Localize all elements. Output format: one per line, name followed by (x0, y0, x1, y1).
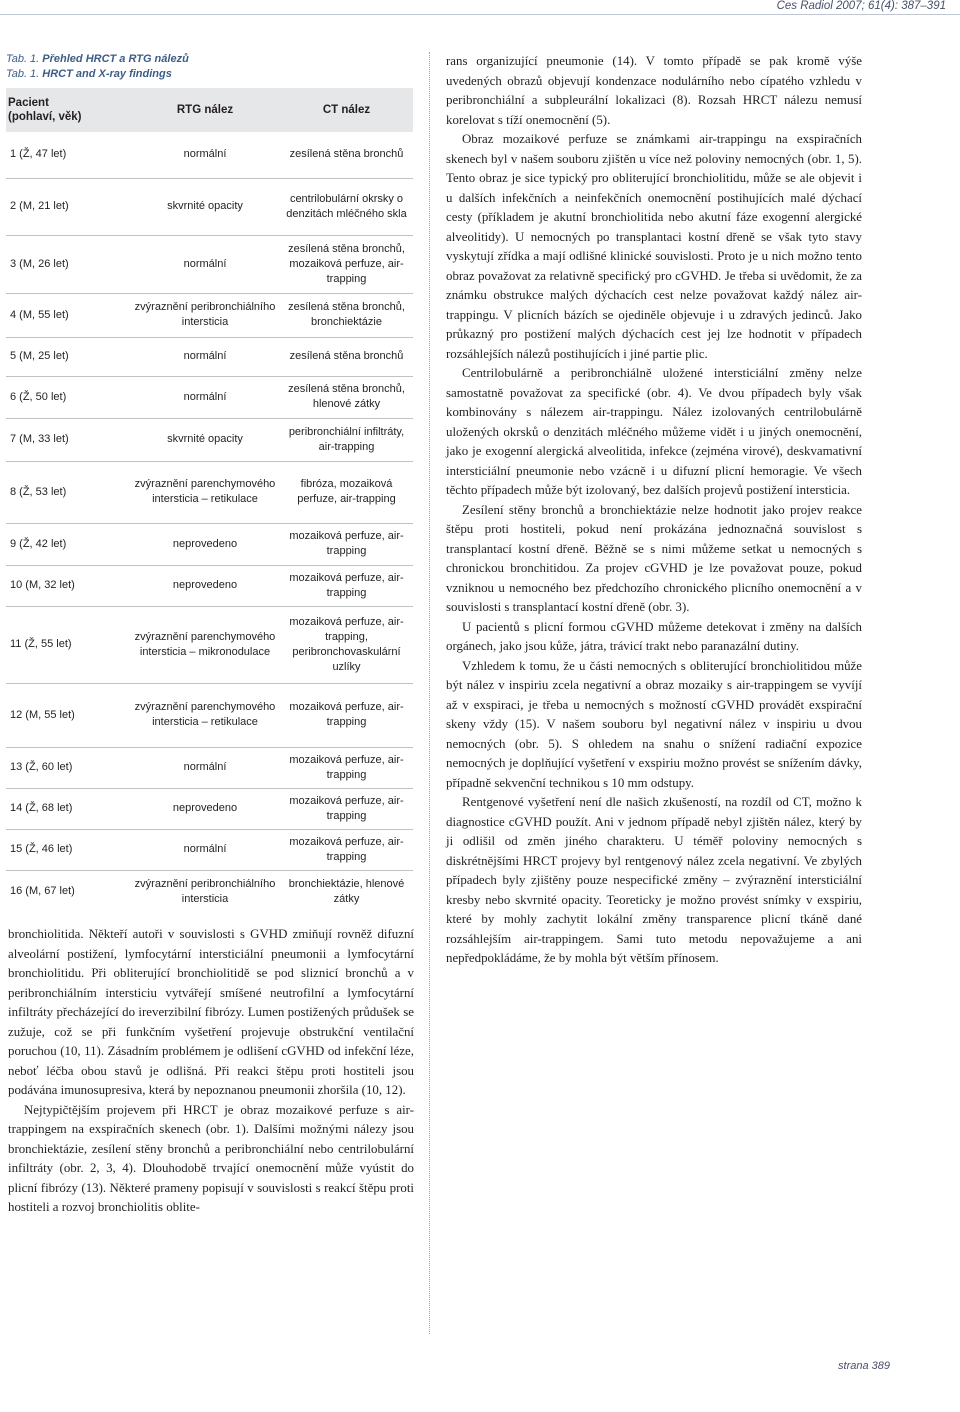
caption-en-prefix: Tab. 1. (6, 68, 40, 80)
cell-rtg: neprovedeno (130, 788, 280, 829)
cell-ct: zesílená stěna bronchů, hlenové zátky (280, 376, 413, 418)
cell-patient: 4 (M, 55 let) (6, 293, 130, 337)
cell-ct: mozaiková perfuze, air-trapping (280, 747, 413, 788)
left-text-column (8, 925, 414, 1218)
paragraph: Vzhledem k tomu, že u části nemocných s obliterující bronchiolitidou může být nález v inspiriu zcela negativní a obraz mozaiky s air-trappingem se vyvíjí až v exspiraci, je třeba u nemocných s možností cGVHD provádět exspirační skeny vždy (15). V našem souboru byl negativní nález v inspiriu u dvou nemocných (obr. 5). S ohledem na snahu o snížení radiační expozice nemocných je doplňující vyšetření v exspiriu možno provést se snížením dávky, případně sekvenční technikou s 10 mm odstupy. (446, 658, 862, 790)
cell-rtg: normální (130, 337, 280, 376)
cell-patient: 7 (M, 33 let) (6, 418, 130, 461)
table-row (6, 235, 413, 293)
paragraph: Obraz mozaikové perfuze se známkami air-trappingu na exspiračních skenech byl v našem souboru zjištěn u více než poloviny nemocných (obr. 1, 5). Tento obraz je sice typický pro obliterující bronchiolitidu, může se ale objevit i u dalších infekčních a neinfekčních onemocnění postihujících malé dýchací cesty (příkladem je akutní bronchiolitida nebo akutní fáze exogenní alergické alveolitidy). U nemocných po transplantaci kostní dřeně se však tyto stavy vyskytují zřídka a mají odlišné klinické souvislosti. Proto je u nich možno tento obraz považovat za relativně specifický pro cGVHD. Je třeba si uvědomit, že za známku obstrukce malých dýchacích cest nelze považovat každý nález air-trappingu. V plicních bázích se ojediněle objevuje i u zdravých jedinců. Jako průkazný pro postižení malých dýchacích cest jej lze hodnotit v případech rozsáhlejších nálezů postihujících i jiné partie plic. (446, 132, 862, 361)
table-caption-cz (6, 53, 189, 65)
header-ct: CT nález (280, 88, 413, 132)
table-row (6, 523, 413, 565)
cell-rtg: normální (130, 747, 280, 788)
header-patient-line1: Pacient (8, 97, 49, 109)
cell-patient: 3 (M, 26 let) (6, 235, 130, 293)
table-row (6, 293, 413, 337)
paragraph: Centrilobulárně a peribronchiálně uložené intersticiální změny nelze samostatně považovat za specifické (obr. 4). Ve dvou případech byly však kombinovány s nálezem air-trappingu. Nález izolovaných centrilobulárně uložených okrsků o denzitách mléčného můžeme vidět i u jiných onemocnění, jako je exogenní alergická alveolitida, infekce (zejména virové), deskvamativní intersticiální pneumonie nebo vzácně i u difuzní plicní hemoragie. Ve všech těchto případech může být izolovaný, bez dalších projevů postižení intersticia. (446, 366, 862, 497)
table-row (6, 461, 413, 523)
cell-ct: zesílená stěna bronchů (280, 132, 413, 178)
cell-rtg: zvýraznění parenchymového intersticia – mikronodulace (130, 606, 280, 683)
cell-ct: bronchiektázie, hlenové zátky (288, 877, 405, 905)
cell-rtg: neprovedeno (130, 523, 280, 565)
cell-rtg: zvýraznění parenchymového intersticia – retikulace (130, 461, 280, 523)
cell-patient: 1 (Ž, 47 let) (6, 132, 130, 178)
cell-patient: 12 (M, 55 let) (6, 683, 130, 747)
header-rtg: RTG nález (130, 88, 280, 132)
cell-rtg: neprovedeno (130, 565, 280, 606)
caption-cz-title: Přehled HRCT a RTG nálezů (42, 53, 189, 65)
cell-rtg: zvýraznění peribronchiálního intersticia (130, 293, 280, 337)
cell-ct: mozaiková perfuze, air-trapping (280, 683, 413, 747)
paragraph: rans organizující pneumonie (14). V tomto případě se pak kromě výše uvedených obrazů objevují kondenzace nodulárního nebo cípatého vzhledu v peribronchiální a subpleurální lokalizaci (8). Rozsah HRCT nálezu nemusí korelovat s tíží onemocnění (5). (446, 54, 862, 127)
table-header-row (6, 88, 413, 132)
findings-table (6, 88, 413, 913)
cell-patient: 15 (Ž, 46 let) (6, 829, 130, 870)
cell-ct: zesílená stěna bronchů, bronchiektázie (280, 293, 413, 337)
table-row (6, 747, 413, 788)
cell-rtg: normální (130, 376, 280, 418)
cell-patient: 8 (Ž, 53 let) (6, 461, 130, 523)
cell-ct: mozaiková perfuze, air-trapping (280, 788, 413, 829)
cell-ct: zesílená stěna bronchů, mozaiková perfuze, air-trapping (280, 235, 413, 293)
cell-ct: peribronchiální infiltráty, air-trapping (280, 418, 413, 461)
right-text-column (446, 52, 862, 969)
table-row (6, 337, 413, 376)
cell-ct: fibróza, mozaiková perfuze, air-trapping (280, 461, 413, 523)
paragraph: Zesílení stěny bronchů a bronchiektázie nelze hodnotit jako projev reakce štěpu proti hostiteli, pokud není prokázána jednoznačná souvislost s transplantací kostní dřeně. Běžně se s nimi můžeme setkat u nemocných s chronickou bronchitidou. Za projev cGVHD je lze považovat pouze, pokud vzniknou u nemocného bez předchozího chronického plicního onemocnění a v souvislosti s transplantací kostní dřeně (obr. 3). (446, 502, 862, 614)
cell-ct: mozaiková perfuze, air-trapping, peribronchovaskulární uzlíky (280, 606, 413, 683)
cell-ct: centrilobulární okrsky o denzitách mléčného skla (280, 178, 413, 235)
cell-patient: 16 (M, 67 let) (10, 885, 75, 898)
cell-patient: 6 (Ž, 50 let) (6, 376, 130, 418)
table-caption-en (6, 68, 172, 80)
caption-cz-prefix: Tab. 1. (6, 53, 40, 65)
cell-patient: 13 (Ž, 60 let) (6, 747, 130, 788)
cell-rtg: normální (130, 829, 280, 870)
cell-patient: 14 (Ž, 68 let) (6, 788, 130, 829)
cell-patient: 10 (M, 32 let) (6, 565, 130, 606)
table-row (6, 418, 413, 461)
paragraph: U pacientů s plicní formou cGVHD můžeme detekovat i změny na dalších orgánech, jako jsou kůže, játra, trávicí trakt nebo paranazální dutiny. (446, 619, 862, 653)
paragraph: bronchiolitida. Někteří autoři v souvislosti s GVHD zmiňují rovněž difuzní alveolární postižení, lymfocytární intersticiální pneumonii a lymfocytární bronchiolitidu. Při obliterující bronchiolitidě se pod sliznicí bronchů a v peribronchiálním intersticiu vytvářejí smíšené neutrofilní a lymfocytární infiltráty přecházející do ireverzibilní fibrózy. Lumen postižených průdušek se zužuje, což se při funkčním vyšetření projevuje obstrukční ventilační poruchou (10, 11). Zásadním problémem je odlišení cGVHD od infekční léze, neboť léčba obou stavů je odlišná. Při reakci štěpu proti hostiteli jsou podávána imunosupresiva, která by nepoznanou pneumonii zhoršila (10, 12). (8, 927, 414, 1097)
caption-en-title: HRCT and X-ray findings (42, 68, 172, 80)
cell-ct: mozaiková perfuze, air-trapping (280, 829, 413, 870)
header-patient (6, 88, 130, 132)
cell-rtg: zvýraznění parenchymového intersticia – retikulace (130, 683, 280, 747)
cell-patient: 5 (M, 25 let) (6, 337, 130, 376)
paragraph: Rentgenové vyšetření není dle našich zkušeností, na rozdíl od CT, možno k diagnostice cGVHD použít. Ani v jednom případě nebyl zjištěn nález, který by ji odlišil od změn jiného charakteru. U téměř poloviny nemocných s diskrétnějšími HRCT projevy byl rentgenový nález zcela negativní. Ve zbylých případech byly zjištěny pouze nespecifické změny – zvýraznění intersticiální kresby nebo skvrnité opacity. Teoreticky je možno provést snímky v exspiriu, které by mohly zachytit lokální změny transparence plicní tkáně dané rozsáhlejším air-trappingem. Sami tuto metodu nepovažujeme a ani nepředpokládáme, že by mohla být větším přínosem. (446, 795, 862, 965)
cell-rtg: normální (130, 235, 280, 293)
cell-rtg: zvýraznění peribronchiálního intersticia (134, 877, 276, 905)
cell-rtg: normální (130, 132, 280, 178)
header-patient-line2: (pohlaví, věk) (8, 111, 82, 123)
page-number: strana 389 (838, 1360, 890, 1372)
cell-patient: 2 (M, 21 let) (6, 178, 130, 235)
cell-ct: mozaiková perfuze, air-trapping (280, 523, 413, 565)
cell-patient: 11 (Ž, 55 let) (6, 606, 130, 683)
table-row (6, 376, 413, 418)
cell-patient: 9 (Ž, 42 let) (6, 523, 130, 565)
cell-rtg: skvrnité opacity (130, 418, 280, 461)
table-row (6, 683, 413, 747)
journal-citation: Ces Radiol 2007; 61(4): 387–391 (771, 0, 946, 12)
table-row (6, 565, 413, 606)
table-row (6, 606, 413, 683)
column-divider (429, 52, 430, 1334)
table-row (6, 132, 413, 178)
table-row (6, 178, 413, 235)
cell-ct: mozaiková perfuze, air-trapping (280, 565, 413, 606)
table-row (6, 829, 413, 870)
table-row (6, 870, 413, 913)
cell-rtg: skvrnité opacity (130, 178, 280, 235)
paragraph: Nejtypičtějším projevem při HRCT je obraz mozaikové perfuze s air-trappingem na exspiračních skenech (obr. 1). Dalšími možnými nálezy jsou bronchiektázie, zesílení stěny bronchů a peribronchiální nebo centrilobulární infiltráty (obr. 2, 3, 4). Dlouhodobě trvající onemocnění může vyústit do plicní fibrózy (13). Některé prameny popisují v souvislosti s reakcí štěpu proti hostiteli a rozvoj bronchiolitis oblite- (8, 1102, 414, 1214)
header-rule (0, 14, 960, 15)
page-header (0, 0, 960, 22)
cell-ct: zesílená stěna bronchů (280, 337, 413, 376)
table-row (6, 788, 413, 829)
